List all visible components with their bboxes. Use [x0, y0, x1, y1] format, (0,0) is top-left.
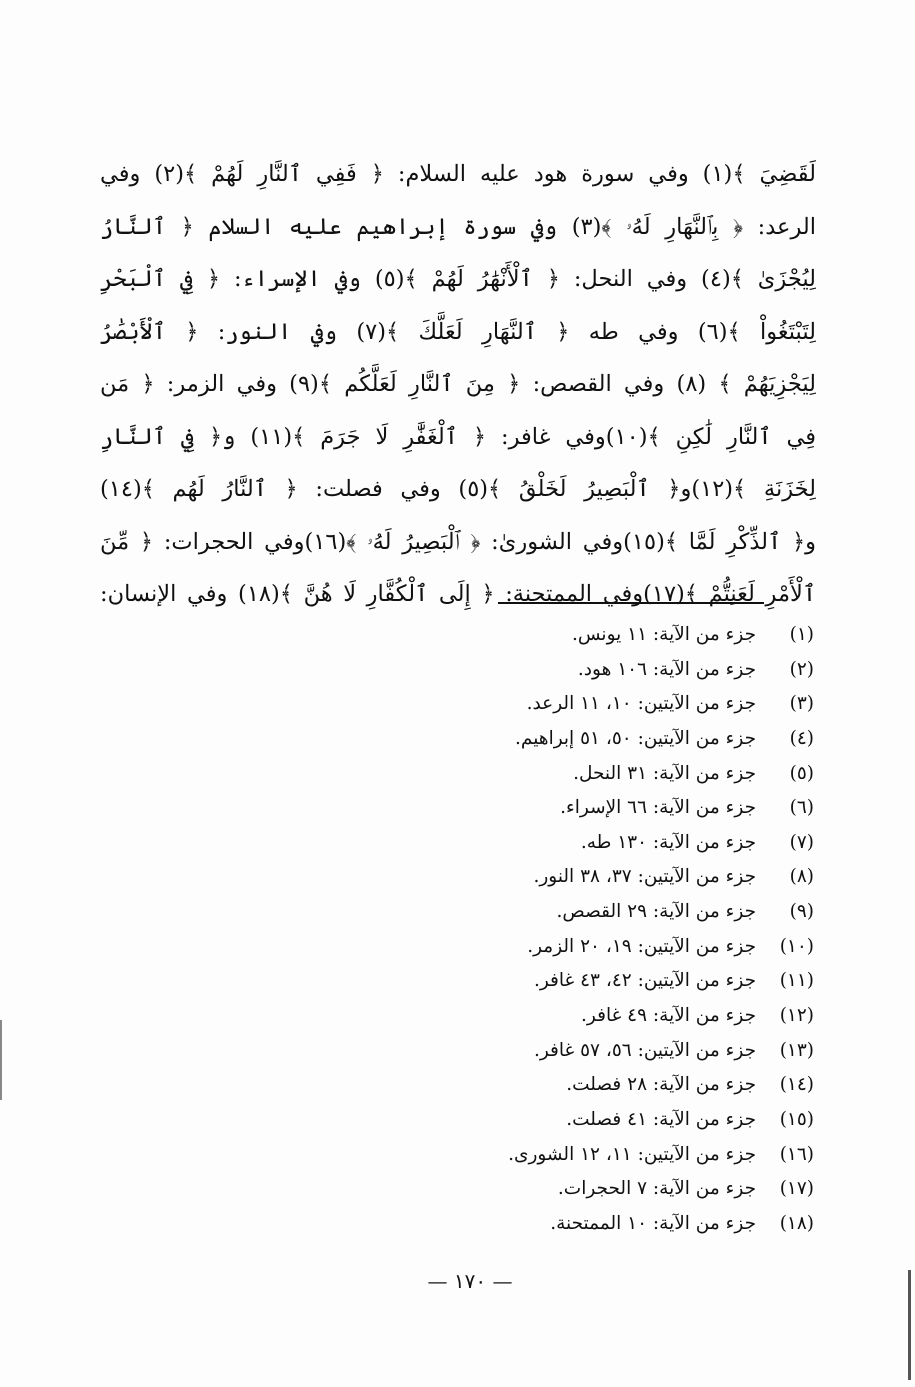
- footnote-text: جزء من الآية: ١١ يونس.: [571, 624, 756, 645]
- footnote-number: (٨): [789, 866, 814, 888]
- footnote-item: [414, 1138, 814, 1173]
- footnote-number: (١٢): [779, 1005, 814, 1027]
- footnote-number: (٥): [789, 762, 814, 784]
- body-line: لِيُجْزَىٰ ﴾(٤) وفي النحل: ﴿ ٱلْأَنْهَٰرُ لَهُمْ ﴾(٥) وفي الإسراء: ﴿ فِي ٱلْبَحْرِ: [100, 266, 816, 292]
- footnote-number: (٦): [789, 797, 814, 819]
- footnote-text: جزء من الآية: ٤٩ غافر.: [581, 1005, 756, 1027]
- scan-edge-mark: [0, 1020, 2, 1100]
- footnote-item: [414, 999, 814, 1034]
- body-line: و﴿ ٱلذِّكْرِ لَمَّا ﴾(١٥)وفي الشورىٰ: ﴿ ٱلْبَصِيرُ لَهُۥ ﴾(١٦)وفي الحجرات: ﴿ مِّنَ: [100, 528, 816, 555]
- page-number: — ١٧٠ —: [427, 1269, 513, 1293]
- footnote-text: جزء من الآية: ١٣٠ طه.: [580, 831, 756, 853]
- footnote-item: [414, 722, 814, 757]
- footnote-number: (٤): [789, 727, 814, 749]
- footnote-item: [414, 930, 814, 965]
- body-line: لِتَبْتَغُواْ ﴾(٦) وفي طه ﴿ ٱلنَّهَارِ لَعَلَّكَ ﴾(٧) وفي النور: ﴿ ٱلْأَبْصَٰرُ: [100, 318, 816, 345]
- body-line: الرعد: ﴿ بِٱلنَّهَارِ لَهُۥ ﴾(٣) وفي سورة إبراهيم عليه السلام ﴿ ٱلنَّارُ: [100, 213, 816, 240]
- footnote-text: جزء من الآيتين: ٣٧، ٣٨ النور.: [533, 866, 756, 888]
- body-line: لِيَجْزِيَهُمْ ﴾ (٨) وفي القصص: ﴿ مِنَ ٱلنَّارِ لَعَلَّكُم ﴾(٩) وفي الزمر: ﴿ مَن: [100, 371, 816, 397]
- footnote-item: [414, 1034, 814, 1069]
- footnote-text: جزء من الآيتين: ١١، ١٢ الشورى.: [508, 1143, 756, 1165]
- body-line: لِخَزَنَةِ ﴾(١٢)و﴿ ٱلْبَصِيرُ لَخَلْقُ ﴾(٥) وفي فصلت: ﴿ ٱلنَّارُ لَهُم ﴾(١٤): [100, 476, 816, 502]
- footnote-number: (١٥): [779, 1108, 814, 1130]
- footnote-text: جزء من الآيتين: ٥٠، ٥١ إبراهيم.: [515, 727, 756, 749]
- footnote-item: [414, 653, 814, 688]
- footnote-text: جزء من الآية: ٤١ فصلت.: [566, 1108, 756, 1130]
- footnote-number: (١٦): [779, 1143, 814, 1165]
- footnote-text: جزء من الآية: ٢٩ القصص.: [556, 901, 756, 923]
- footnote-item: [414, 826, 814, 861]
- footnotes-list: [414, 618, 814, 1242]
- footnote-item: [414, 1172, 814, 1207]
- footnote-text: جزء من الآية: ٦٦ الإسراء.: [560, 797, 756, 819]
- footnote-item: [414, 1103, 814, 1138]
- body-line: لَقَضِيَ ﴾(١) وفي سورة هود عليه السلام: ﴿ فَفِي ٱلنَّارِ لَهُمْ ﴾(٢) وفي: [100, 161, 816, 187]
- footnote-text: جزء من الآية: ٧ الحجرات.: [557, 1178, 756, 1200]
- footnote-number: (٧): [789, 831, 814, 853]
- footnote-text: جزء من الآية: ٣١ النحل.: [573, 762, 756, 784]
- footnote-item: [414, 1207, 814, 1242]
- footnote-item: [414, 791, 814, 826]
- footnote-text: جزء من الآية: ١٠٦ هود.: [577, 658, 756, 680]
- footnote-item: [414, 964, 814, 999]
- scan-edge-mark: [908, 1270, 911, 1380]
- footnote-number: (٢): [789, 658, 814, 680]
- footnote-number: (١٣): [779, 1039, 814, 1061]
- footnote-number: (١٧): [779, 1178, 814, 1200]
- footnote-number: (١١): [779, 970, 814, 992]
- footnote-number: (٣): [789, 693, 814, 715]
- body-line: ٱلْأَمْرِ لَعَنِتُّمْ ﴾(١٧)وفي الممتحنة: ﴿ إِلَى ٱلْكُفَّارِ لَا هُنَّ ﴾(١٨) وفي الإنسان:: [100, 581, 816, 607]
- footnote-text: جزء من الآية: ١٠ الممتحنة.: [550, 1212, 756, 1234]
- footnote-item: [414, 1068, 814, 1103]
- footnote-separator: [498, 602, 764, 604]
- footnote-text: جزء من الآيتين: ١٠، ١١ الرعد.: [526, 693, 756, 715]
- footnote-item: [414, 860, 814, 895]
- footnote-text: جزء من الآية: ٢٨ فصلت.: [566, 1074, 756, 1096]
- footnote-number: (١٠): [779, 935, 814, 957]
- main-body-text: [100, 148, 816, 621]
- footnote-item: [414, 687, 814, 722]
- footnote-item: [414, 757, 814, 792]
- footnote-text: جزء من الآيتين: ٤٢، ٤٣ غافر.: [533, 970, 756, 992]
- footnote-text: جزء من الآيتين: ١٩، ٢٠ الزمر.: [527, 935, 756, 957]
- footnote-number: (١): [789, 624, 814, 645]
- footnote-text: جزء من الآيتين: ٥٦، ٥٧ غافر.: [533, 1039, 756, 1061]
- footnote-item: [414, 895, 814, 930]
- footnote-item: [414, 618, 814, 653]
- body-line: فِي ٱلنَّارِ لَٰكِنِ ﴾(١٠)وفي غافر: ﴿ ٱلْغَفَّٰرِ لَا جَرَمَ ﴾(١١) و﴿ فِي ٱلنَّارِ: [100, 423, 816, 450]
- footnote-number: (٩): [789, 901, 814, 923]
- footnote-number: (١٨): [779, 1212, 814, 1234]
- footnote-number: (١٤): [779, 1074, 814, 1096]
